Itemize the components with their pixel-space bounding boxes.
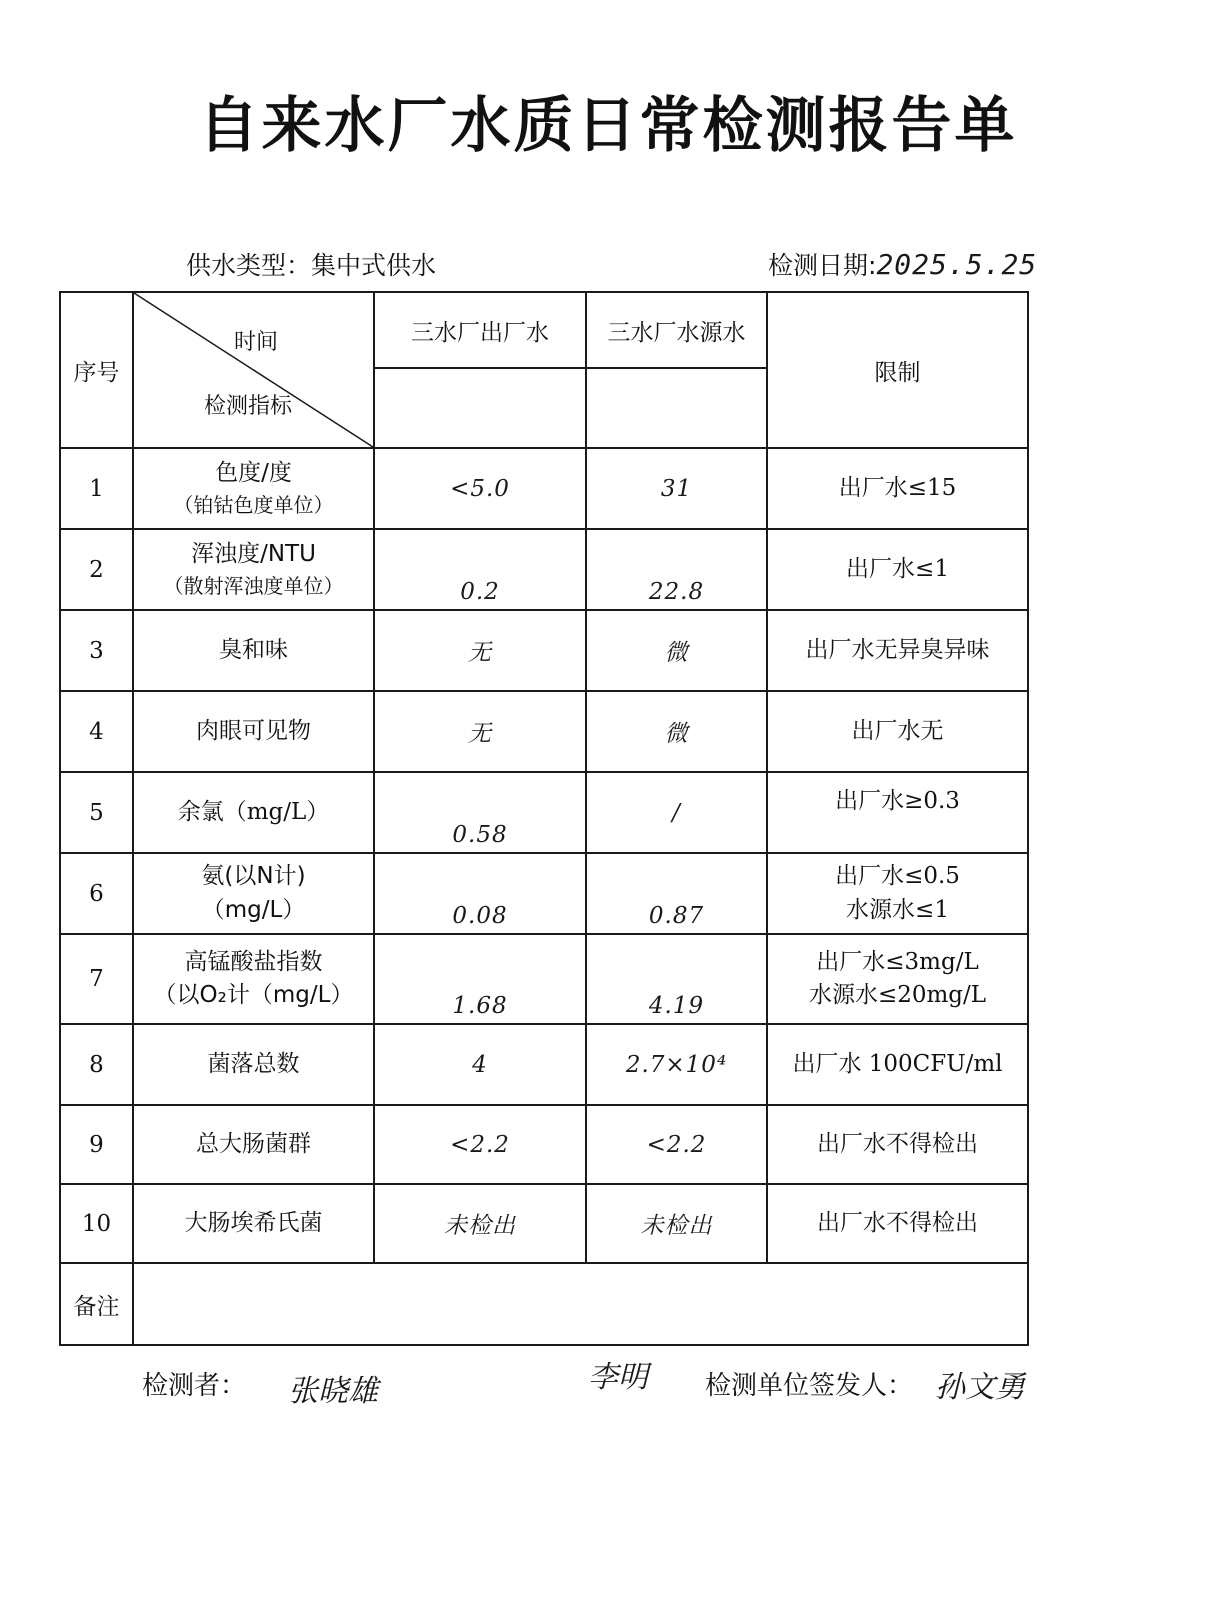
limit: 出厂水≤1 (767, 529, 1028, 610)
indicator-name: 色度/度 (215, 460, 292, 487)
value-outlet: 0.08 (374, 853, 586, 934)
issuer-signature: 孙文勇 (935, 1370, 1025, 1405)
limit: 出厂水≥0.3 (767, 772, 1028, 853)
header-col-outlet: 三水厂出厂水 (374, 292, 586, 368)
value-source: 31 (586, 448, 767, 529)
value-outlet: 0.2 (374, 529, 586, 610)
table-row (60, 610, 1028, 691)
value-outlet: 无 (374, 691, 586, 772)
test-date-value: 2025.5.25 (876, 248, 1038, 281)
report-table (59, 291, 1029, 1346)
row-seq: 6 (60, 853, 133, 934)
table-row (60, 934, 1028, 1024)
limit (767, 934, 1028, 1024)
tester-signature: 张晓雄 (288, 1374, 378, 1409)
value-source: / (586, 772, 767, 853)
remark-value (133, 1263, 1028, 1345)
table-row (60, 529, 1028, 610)
indicator-name: 肉眼可见物 (133, 691, 374, 772)
indicator-name: 臭和味 (133, 610, 374, 691)
limit: 出厂水 100CFU/ml (767, 1024, 1028, 1105)
row-indicator (133, 934, 374, 1024)
row-seq: 8 (60, 1024, 133, 1105)
limit-line-1: 出厂水≤0.5 (835, 863, 960, 890)
remark-row (60, 1263, 1028, 1345)
indicator-name: 菌落总数 (133, 1024, 374, 1105)
row-seq: 1 (60, 448, 133, 529)
checker-signature: 李明 (588, 1360, 648, 1395)
row-seq: 2 (60, 529, 133, 610)
row-seq: 5 (60, 772, 133, 853)
issuer-label: 检测单位签发人： (705, 1371, 914, 1401)
indicator-unit: （铂钴色度单位） (173, 492, 334, 517)
table-row (60, 691, 1028, 772)
row-seq: 3 (60, 610, 133, 691)
indicator-name: 高锰酸盐指数 (184, 948, 323, 975)
row-seq: 10 (60, 1184, 133, 1263)
indicator-name: 大肠埃希氏菌 (133, 1184, 374, 1263)
table-row (60, 1184, 1028, 1263)
limit: 出厂水无异臭异味 (767, 610, 1028, 691)
value-source: 未检出 (586, 1184, 767, 1263)
value-outlet: <2.2 (374, 1105, 586, 1184)
indicator-name: 总大肠菌群 (133, 1105, 374, 1184)
header-seq: 序号 (60, 292, 133, 448)
limit: 出厂水不得检出 (767, 1184, 1028, 1263)
table-row (60, 853, 1028, 934)
value-source: 0.87 (586, 853, 767, 934)
indicator-unit: （散射浑浊度单位） (163, 573, 344, 598)
limit: 出厂水无 (767, 691, 1028, 772)
header-limit: 限制 (767, 292, 1028, 448)
indicator-unit: （以O₂计（mg/L） (153, 982, 354, 1008)
table-row (60, 448, 1028, 529)
value-outlet: 未检出 (374, 1184, 586, 1263)
value-source: 22.8 (586, 529, 767, 610)
value-outlet: 0.58 (374, 772, 586, 853)
supply-type-label: 供水类型： (186, 251, 312, 280)
row-seq: 9 (60, 1105, 133, 1184)
value-outlet: 4 (374, 1024, 586, 1105)
limit-line-2: 水源水≤20mg/L (808, 982, 987, 1008)
row-indicator (133, 853, 374, 934)
value-source: 2.7×10⁴ (586, 1024, 767, 1105)
row-indicator (133, 529, 374, 610)
row-seq: 7 (60, 934, 133, 1024)
remark-label: 备注 (60, 1263, 133, 1345)
value-outlet: 无 (374, 610, 586, 691)
header-col-outlet-blank (374, 368, 586, 448)
limit-line-1: 出厂水≤3mg/L (816, 948, 979, 975)
supply-type (186, 246, 436, 282)
limit: 出厂水不得检出 (767, 1105, 1028, 1184)
header-time: 时间 (234, 330, 279, 355)
limit (767, 853, 1028, 934)
header-col-source: 三水厂水源水 (586, 292, 767, 368)
tester-label: 检测者： (142, 1371, 247, 1401)
value-source: 微 (586, 610, 767, 691)
test-date (768, 246, 1037, 282)
value-outlet: <5.0 (374, 448, 586, 529)
limit-line-2: 水源水≤1 (846, 896, 949, 923)
value-source: 微 (586, 691, 767, 772)
report-title: 自来水厂水质日常检测报告单 (198, 91, 1018, 161)
header-col-source-blank (586, 368, 767, 448)
diagonal-line (134, 293, 373, 447)
row-indicator (133, 448, 374, 529)
table-row (60, 772, 1028, 853)
indicator-name: 余氯（mg/L） (133, 772, 374, 853)
limit: 出厂水≤15 (767, 448, 1028, 529)
supply-type-value: 集中式供水 (311, 251, 437, 280)
table-row (60, 1105, 1028, 1184)
indicator-unit: （mg/L） (201, 896, 306, 923)
indicator-name: 氨(以N计) (201, 863, 306, 890)
row-seq: 4 (60, 691, 133, 772)
header-indicator: 检测指标 (204, 394, 293, 419)
header-diagonal-cell (133, 292, 374, 448)
table-row (60, 1024, 1028, 1105)
value-source: <2.2 (586, 1105, 767, 1184)
indicator-name: 浑浊度/NTU (191, 541, 316, 568)
value-source: 4.19 (586, 934, 767, 1024)
test-date-label: 检测日期: (768, 251, 877, 280)
value-outlet: 1.68 (374, 934, 586, 1024)
